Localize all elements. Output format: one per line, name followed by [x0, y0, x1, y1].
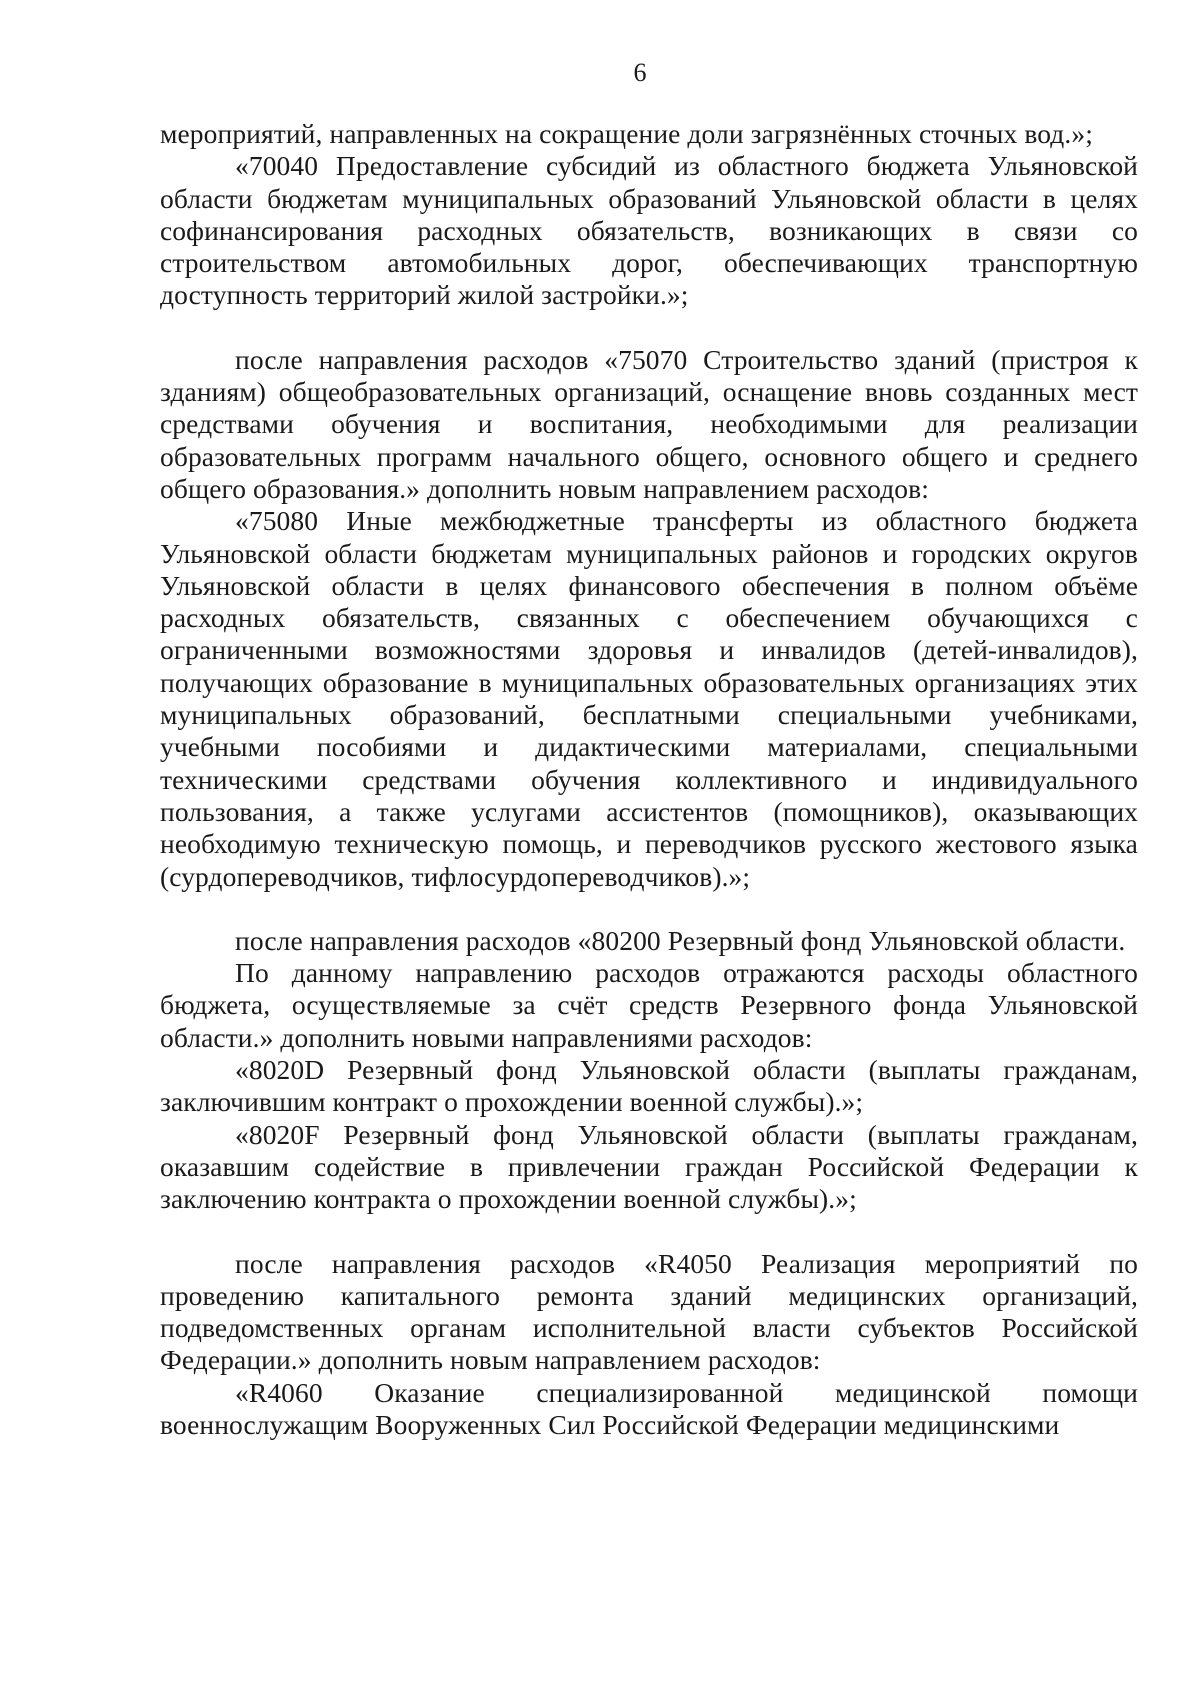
page-number: 6 [633, 58, 647, 87]
document-body [160, 118, 1138, 1441]
paragraph-after-R4050: после направления расходов «R4050 Реализация мероприятий по проведению капитального ремонта зданий медицинских организаций, подведомственных органам исполнительной власти субъектов Российской Федерации.» дополнить новым направлением расходов: [160, 1247, 1138, 1376]
paragraph-reserve-fund-description: По данному направлению расходов отражаются расходы областного бюджета, осуществляемые за счёт средств Резервного фонда Ульяновской области.» дополнить новыми направлениями расходов: [160, 957, 1138, 1053]
paragraph-continuation: мероприятий, направленных на сокращение доли загрязнённых сточных вод.»; [160, 118, 1093, 149]
paragraph-8020F: «8020F Резервный фонд Ульяновской области (выплаты гражданам, оказавшим содействие в привлечении граждан Российской Федерации к заключению контракта о прохождении военной службы).»; [160, 1118, 1138, 1215]
paragraph-75080: «75080 Иные межбюджетные трансферты из областного бюджета Ульяновской области бюджетам муниципальных районов и городских округов Ульяновской области в целях финансового обеспечения в полном объёме расходных обязательств, связанных с обеспечением обучающихся с ограниченными возможностями здоровья и инвалидов (детей-инвалидов), получающих образование в муниципальных образовательных организациях этих муниципальных образований, бесплатными специальными учебниками, учебными пособиями и дидактическими материалами, специальными техническими средствами обучения коллективного и индивидуального пользования, а также услугами ассистентов (помощников), оказывающих необходимую техническую помощь, и переводчиков русского жестового языка (сурдопереводчиков, тифлосурдопереводчиков).»; [160, 505, 1138, 892]
paragraph-70040: «70040 Предоставление субсидий из областного бюджета Ульяновской области бюджетам муниципальных образований Ульяновской области в целях софинансирования расходных обязательств, возникающих в связи со строительством автомобильных дорог, обеспечивающих транспортную доступность территорий жилой застройки.»; [160, 150, 1138, 311]
paragraph-after-75070: после направления расходов «75070 Строительство зданий (пристроя к зданиям) общеобразовательных организаций, оснащение вновь созданных мест средствами обучения и воспитания, необходимыми для реализации образовательных программ начального общего, основного общего и среднего общего образования.» дополнить новым направлением расходов: [160, 343, 1138, 504]
paragraph-after-80200: после направления расходов «80200 Резервный фонд Ульяновской области. [235, 924, 1126, 956]
paragraph-R4060: «R4060 Оказание специализированной медицинской помощи военнослужащим Вооруженных Сил Российской Федерации медицинскими [160, 1376, 1138, 1440]
paragraph-8020D: «8020D Резервный фонд Ульяновской области (выплаты гражданам, заключившим контракт о прохождении военной службы).»; [160, 1054, 1138, 1118]
